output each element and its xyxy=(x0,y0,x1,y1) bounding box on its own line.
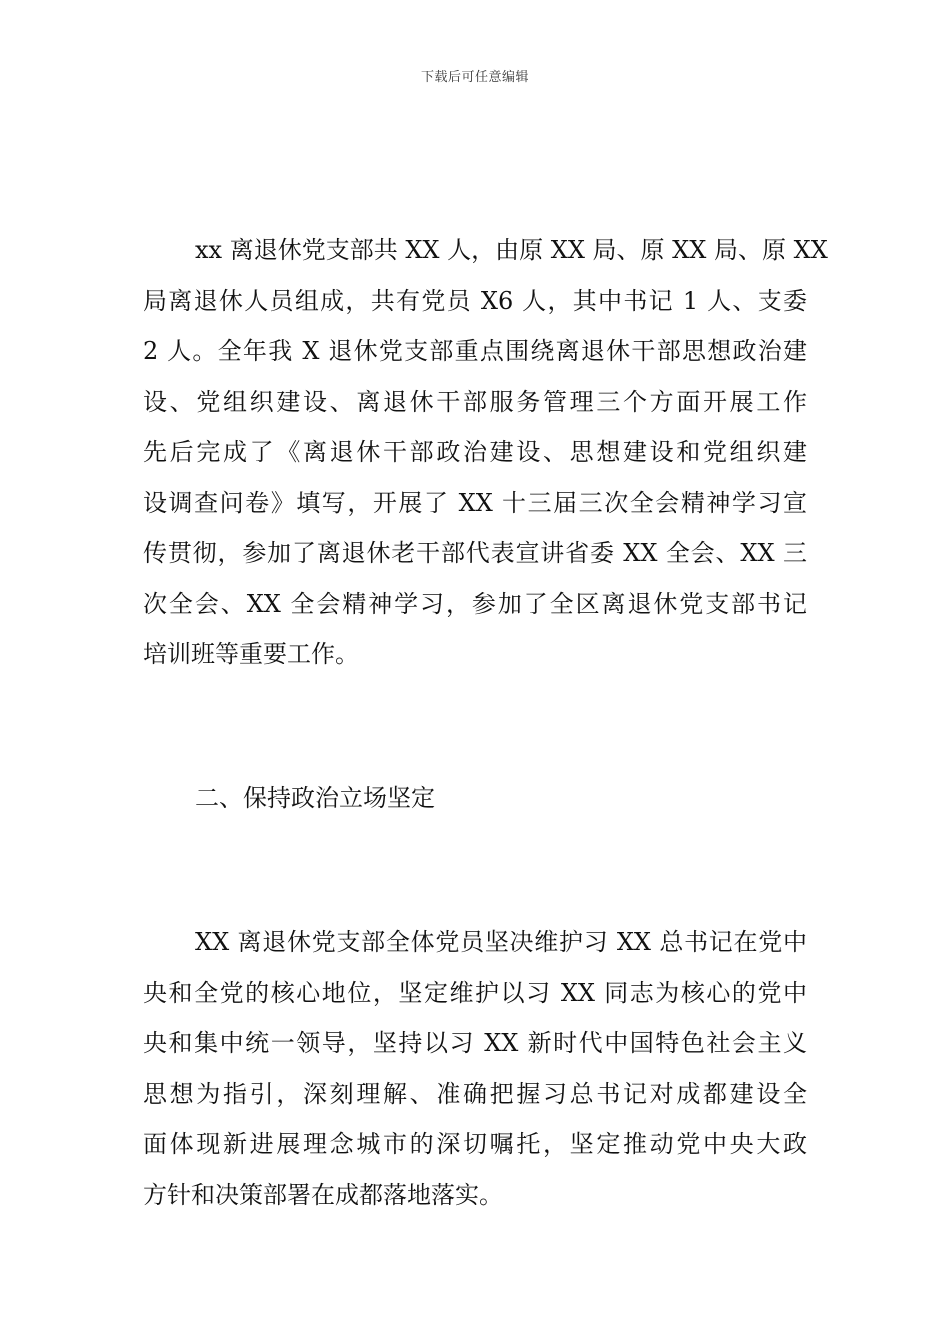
paragraph-line: XX 离退休党支部全体党员坚决维护习 XX 总书记在党中 xyxy=(195,928,807,956)
section-heading xyxy=(143,773,807,824)
paragraph-line: 设调查问卷》填写，开展了 XX 十三届三次全会精神学习宣 xyxy=(143,488,807,517)
paragraph-line: 局离退休人员组成，共有党员 X6 人，其中书记 1 人、支委 xyxy=(143,286,807,315)
paragraph-line: 思想为指引，深刻理解、准确把握习总书记对成都建设全 xyxy=(143,1079,807,1108)
paragraph-line: 2 人。全年我 X 退休党支部重点围绕离退休干部思想政治建 xyxy=(143,337,807,365)
paragraph-line: 次全会、XX 全会精神学习，参加了全区离退休党支部书记 xyxy=(143,589,807,618)
paragraph-line: 面体现新进展理念城市的深切嘱托，坚定推动党中央大政 xyxy=(143,1130,807,1158)
paragraph-line: xx 离退休党支部共 XX 人，由原 XX 局、原 XX 局、原 XX xyxy=(195,236,828,264)
paragraph-line: 培训班等重要工作。 xyxy=(143,640,359,668)
paragraph-line: 央和集中统一领导，坚持以习 XX 新时代中国特色社会主义 xyxy=(143,1029,807,1057)
paragraph-line: 央和全党的核心地位，坚定维护以习 XX 同志为核心的党中 xyxy=(143,978,807,1007)
paragraph-line: 设、党组织建设、离退休干部服务管理三个方面开展工作 xyxy=(143,387,807,416)
paragraph-branch-overview xyxy=(143,225,828,680)
paragraph-line: 传贯彻，参加了离退休老干部代表宣讲省委 XX 全会、XX 三 xyxy=(143,539,807,567)
section-heading-text: 二、保持政治立场坚定 xyxy=(195,784,435,812)
page-header: 下载后可任意编辑 xyxy=(420,70,529,85)
paragraph-line: 方针和决策部署在成都落地落实。 xyxy=(143,1180,503,1209)
paragraph-political-stance xyxy=(143,917,807,1220)
paragraph-line: 先后完成了《离退休干部政治建设、思想建设和党组织建 xyxy=(143,438,807,466)
